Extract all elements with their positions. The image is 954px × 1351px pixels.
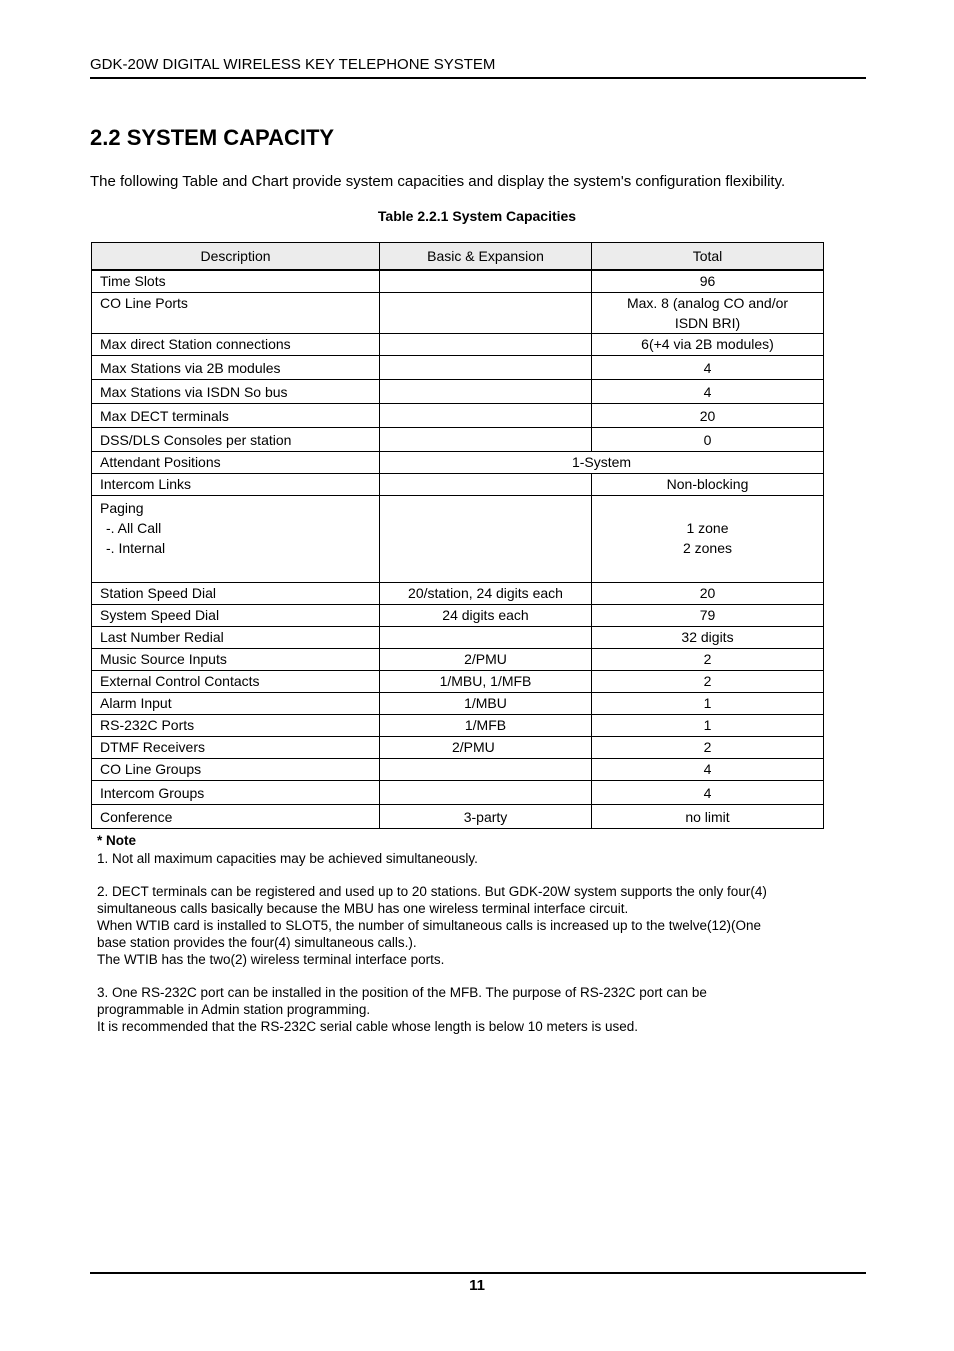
table-row (92, 671, 824, 693)
cell-description: Alarm Input (92, 693, 380, 715)
cell-description: DSS/DLS Consoles per station (92, 428, 380, 452)
cell-basic (380, 627, 592, 649)
cell-basic: 24 digits each (380, 605, 592, 627)
paging-label: Paging (100, 500, 144, 516)
cell-basic (380, 759, 592, 781)
cell-description: CO Line Ports (92, 293, 380, 334)
note-1: 1. Not all maximum capacities may be achieved simultaneously. (97, 851, 478, 866)
cell-total: 96 (592, 270, 824, 293)
table-row (92, 759, 824, 781)
cell-basic (380, 474, 592, 496)
section-title: 2.2 SYSTEM CAPACITY (90, 125, 335, 150)
cell-total: 4 (592, 356, 824, 380)
cell-basic (380, 428, 592, 452)
cell-total: 79 (592, 605, 824, 627)
notes-section (97, 833, 867, 1035)
cell-description: External Control Contacts (92, 671, 380, 693)
table-row (92, 356, 824, 380)
table-row (92, 496, 824, 583)
intro-paragraph: The following Table and Chart provide system capacities and display the system's configuration flexibility. (90, 173, 786, 190)
cell-description: Max DECT terminals (92, 404, 380, 428)
cell-description: Max Stations via ISDN So bus (92, 380, 380, 404)
paging-total-line1: 1 zone (686, 520, 729, 536)
cell-basic (380, 334, 592, 356)
table-row (92, 334, 824, 356)
cell-basic (380, 404, 592, 428)
table-row (92, 380, 824, 404)
cell-total: 1 (592, 715, 824, 737)
cell-total: no limit (592, 805, 824, 829)
note-2-line-3: When WTIB card is installed to SLOT5, the number of simultaneous calls is increased up to the twelve(12)(One (97, 918, 762, 933)
cell-basic (380, 356, 592, 380)
cell-description: Time Slots (92, 270, 380, 293)
cell-description: Max direct Station connections (92, 334, 380, 356)
table-row (92, 404, 824, 428)
note-2-line-4: base station provides the four(4) simultaneous calls.). (97, 935, 417, 950)
cell-basic (380, 293, 592, 334)
cell-total: 2 (592, 737, 824, 759)
cell-basic: 20/station, 24 digits each (380, 583, 592, 605)
cell-description: System Speed Dial (92, 605, 380, 627)
cell-total: 4 (592, 380, 824, 404)
paging-internal: -. Internal (106, 540, 166, 556)
cell-total: 20 (592, 583, 824, 605)
note-3-line-1: 3. One RS-232C port can be installed in the position of the MFB. The purpose of RS-232C port can be (97, 985, 707, 1000)
table-row (92, 452, 824, 474)
table-row (92, 627, 824, 649)
table-row (92, 715, 824, 737)
table-row (92, 293, 824, 334)
cell-description: DTMF Receivers (92, 737, 380, 759)
table-row (92, 583, 824, 605)
note-2-line-5: The WTIB has the two(2) wireless terminal interface ports. (97, 952, 445, 967)
note-2-line-2: simultaneous calls basically because the MBU has one wireless terminal interface circuit. (97, 901, 629, 916)
notes-heading: * Note (97, 833, 137, 848)
cell-basic: 2/PMU (380, 649, 592, 671)
cell-total: 0 (592, 428, 824, 452)
header-description: Description (92, 243, 380, 271)
cell-total: 4 (592, 759, 824, 781)
cell-description: Station Speed Dial (92, 583, 380, 605)
footer-rule (90, 1272, 866, 1274)
table-row (92, 605, 824, 627)
cell-total: 20 (592, 404, 824, 428)
header-total: Total (592, 243, 824, 271)
cell-total (592, 293, 824, 334)
cell-basic (380, 496, 592, 583)
cell-basic (380, 270, 592, 293)
cell-total: 32 digits (592, 627, 824, 649)
table-row (92, 805, 824, 829)
table-row (92, 270, 824, 293)
cell-basic (380, 781, 592, 805)
header-basic-expansion: Basic & Expansion (380, 243, 592, 271)
cell-total: 4 (592, 781, 824, 805)
table-header-row (92, 243, 824, 271)
cell-basic: 3-party (380, 805, 592, 829)
cell-total-line1: Max. 8 (analog CO and/or (626, 295, 789, 311)
running-header: GDK-20W DIGITAL WIRELESS KEY TELEPHONE SYSTEM (90, 56, 866, 79)
cell-basic (380, 380, 592, 404)
cell-basic: 1/MFB (380, 715, 592, 737)
cell-description: Music Source Inputs (92, 649, 380, 671)
cell-description: Intercom Groups (92, 781, 380, 805)
cell-description: Max Stations via 2B modules (92, 356, 380, 380)
note-3-line-2: programmable in Admin station programming. (97, 1002, 371, 1017)
cell-description: Last Number Redial (92, 627, 380, 649)
paging-total-line2: 2 zones (682, 540, 733, 556)
table-caption: Table 2.2.1 System Capacities (377, 208, 577, 224)
table-row (92, 693, 824, 715)
paging-all-call: -. All Call (106, 520, 162, 536)
cell-merged: 1-System (380, 452, 824, 474)
cell-description: Conference (92, 805, 380, 829)
cell-basic: 1/MBU, 1/MFB (380, 671, 592, 693)
cell-description (92, 496, 380, 583)
table-row (92, 649, 824, 671)
cell-total: Non-blocking (592, 474, 824, 496)
cell-total: 1 (592, 693, 824, 715)
table-row (92, 474, 824, 496)
system-capacities-table (91, 242, 824, 829)
cell-total (592, 496, 824, 583)
page-number: 11 (469, 1277, 485, 1294)
cell-total: 6(+4 via 2B modules) (592, 334, 824, 356)
cell-total: 2 (592, 649, 824, 671)
cell-description: Intercom Links (92, 474, 380, 496)
cell-total: 2 (592, 671, 824, 693)
cell-total-line2: ISDN BRI) (674, 315, 741, 331)
cell-description: CO Line Groups (92, 759, 380, 781)
cell-basic: 2/PMU (380, 737, 592, 759)
cell-description: Attendant Positions (92, 452, 380, 474)
cell-basic: 1/MBU (380, 693, 592, 715)
note-2-line-1: 2. DECT terminals can be registered and used up to 20 stations. But GDK-20W system supports the only four(4) (97, 884, 767, 899)
note-3-line-3: It is recommended that the RS-232C serial cable whose length is below 10 meters is used. (97, 1019, 639, 1034)
table-row (92, 781, 824, 805)
table-row (92, 737, 824, 759)
cell-description: RS-232C Ports (92, 715, 380, 737)
table-row (92, 428, 824, 452)
